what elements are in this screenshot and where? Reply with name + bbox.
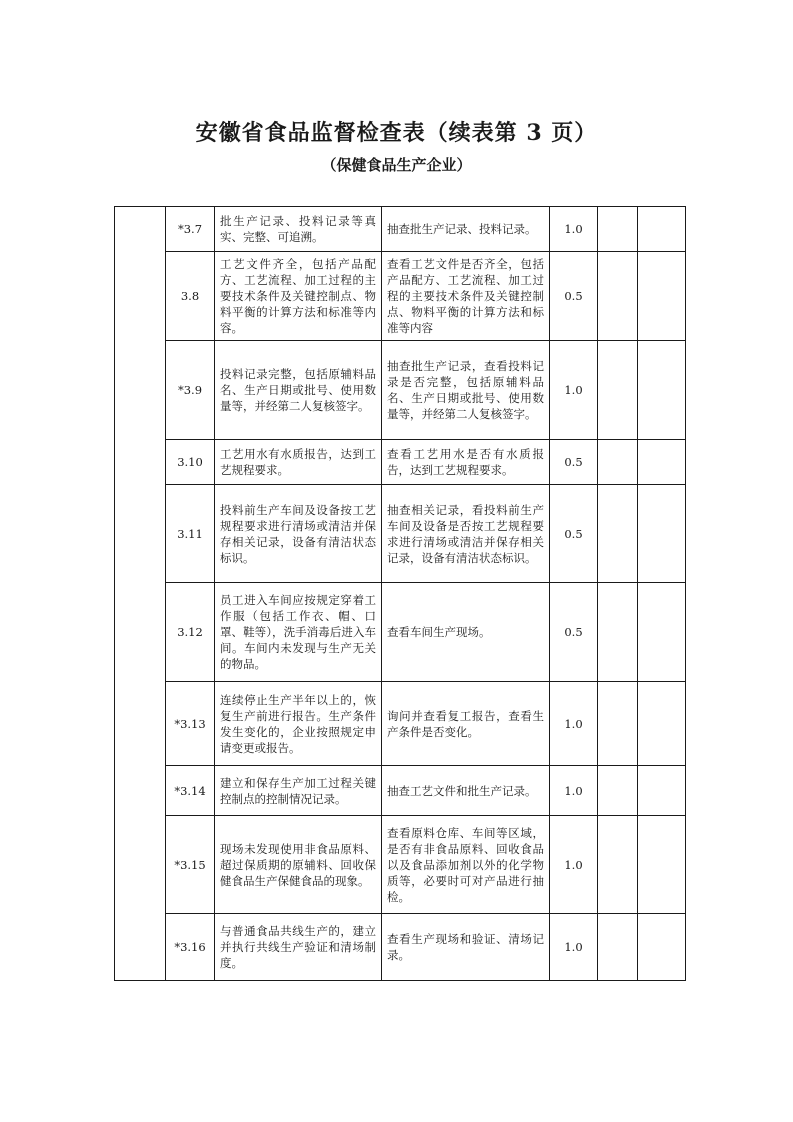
requirement-text: 建立和保存生产加工过程关键控制点的控制情况记录。 [220, 775, 376, 806]
page-subtitle: （保健食品生产企业） [321, 156, 472, 174]
requirement-cell [215, 766, 382, 816]
requirement-cell [215, 682, 382, 766]
inspection-table [114, 206, 686, 981]
score-cell: 0.5 [550, 485, 598, 583]
table-row [115, 341, 686, 440]
score-cell: 1.0 [550, 341, 598, 440]
method-cell [382, 682, 550, 766]
method-text: 查看工艺文件是否齐全，包括产品配方、工艺流程、加工过程的主要技术条件及关键控制点、物料平衡的计算方法和标准等内容 [387, 257, 544, 335]
requirement-cell [215, 816, 382, 914]
remark-cell[interactable] [638, 252, 686, 341]
table-row [115, 252, 686, 341]
method-text: 抽查批生产记录、投料记录。 [387, 222, 537, 236]
requirement-text: 投料记录完整，包括原辅料品名、生产日期或批号、使用数量等，并经第二人复核签字。 [220, 367, 376, 413]
result-cell[interactable] [598, 682, 638, 766]
requirement-text: 批生产记录、投料记录等真实、完整、可追溯。 [220, 214, 376, 244]
remark-cell[interactable] [638, 485, 686, 583]
item-number: *3.16 [166, 914, 215, 981]
table-row [115, 914, 686, 981]
result-cell[interactable] [598, 341, 638, 440]
requirement-cell [215, 583, 382, 682]
result-cell[interactable] [598, 207, 638, 252]
requirement-cell [215, 440, 382, 485]
remark-cell[interactable] [638, 914, 686, 981]
method-text: 查看原料仓库、车间等区域，是否有非食品原料、回收食品以及食品添加剂以外的化学物质等，必要时可对产品进行抽检。 [387, 825, 544, 904]
result-cell[interactable] [598, 816, 638, 914]
score-cell: 1.0 [550, 682, 598, 766]
page-title: 安徽省食品监督检查表（续表第 3 页） [195, 120, 598, 146]
score-cell: 1.0 [550, 207, 598, 252]
table-row [115, 816, 686, 914]
method-cell [382, 207, 550, 252]
method-cell [382, 583, 550, 682]
requirement-text: 工艺文件齐全，包括产品配方、工艺流程、加工过程的主要技术条件及关键控制点、物料平衡的计算方法和标准等内容。 [220, 257, 376, 335]
requirement-cell [215, 485, 382, 583]
result-cell[interactable] [598, 485, 638, 583]
method-cell [382, 485, 550, 583]
requirement-text: 工艺用水有水质报告，达到工艺规程要求。 [220, 447, 376, 477]
result-cell[interactable] [598, 252, 638, 341]
requirement-text: 与普通食品共线生产的，建立并执行共线生产验证和清场制度。 [220, 924, 376, 970]
remark-cell[interactable] [638, 207, 686, 252]
requirement-cell [215, 914, 382, 981]
method-cell [382, 816, 550, 914]
requirement-cell [215, 341, 382, 440]
item-number: 3.8 [166, 252, 215, 341]
method-cell [382, 440, 550, 485]
method-cell [382, 914, 550, 981]
score-cell: 1.0 [550, 766, 598, 816]
item-number: 3.12 [166, 583, 215, 682]
remark-cell[interactable] [638, 583, 686, 682]
method-text: 询问并查看复工报告，查看生产条件是否变化。 [387, 708, 544, 739]
item-number: *3.14 [166, 766, 215, 816]
remark-cell[interactable] [638, 341, 686, 440]
remark-cell[interactable] [638, 440, 686, 485]
score-cell: 1.0 [550, 816, 598, 914]
score-cell: 0.5 [550, 440, 598, 485]
method-text: 查看车间生产现场。 [387, 625, 491, 639]
remark-cell[interactable] [638, 816, 686, 914]
table-row [115, 766, 686, 816]
item-number: 3.11 [166, 485, 215, 583]
method-cell [382, 252, 550, 341]
remark-cell[interactable] [638, 682, 686, 766]
remark-cell[interactable] [638, 766, 686, 816]
requirement-text: 连续停止生产半年以上的，恢复生产前进行报告。生产条件发生变化的，企业按照规定申请变更或报告。 [220, 692, 376, 755]
result-cell[interactable] [598, 766, 638, 816]
method-text: 抽查批生产记录，查看投料记录是否完整，包括原辅料品名、生产日期或批号、使用数量等，并经第二人复核签字。 [387, 359, 544, 421]
result-cell[interactable] [598, 440, 638, 485]
method-text: 查看工艺用水是否有水质报告，达到工艺规程要求。 [387, 447, 544, 477]
category-cell [115, 207, 166, 981]
method-cell [382, 766, 550, 816]
method-cell [382, 341, 550, 440]
score-cell: 0.5 [550, 252, 598, 341]
requirement-text: 投料前生产车间及设备按工艺规程要求进行清场或清洁并保存相关记录，设备有清洁状态标识。 [220, 502, 376, 565]
requirement-cell [215, 207, 382, 252]
item-number: *3.9 [166, 341, 215, 440]
requirement-text: 员工进入车间应按规定穿着工作服（包括工作衣、帽、口罩、鞋等），洗手消毒后进入车间。车间内未发现与生产无关的物品。 [220, 593, 376, 671]
method-text: 抽查工艺文件和批生产记录。 [387, 783, 537, 798]
score-cell: 1.0 [550, 914, 598, 981]
result-cell[interactable] [598, 914, 638, 981]
score-cell: 0.5 [550, 583, 598, 682]
item-number: *3.7 [166, 207, 215, 252]
method-text: 查看生产现场和验证、清场记录。 [387, 932, 544, 962]
item-number: *3.15 [166, 816, 215, 914]
table-row [115, 207, 686, 252]
table-row [115, 485, 686, 583]
item-number: *3.13 [166, 682, 215, 766]
table-row [115, 440, 686, 485]
result-cell[interactable] [598, 583, 638, 682]
table-row [115, 583, 686, 682]
method-text: 抽查相关记录，看投料前生产车间及设备是否按工艺规程要求进行清场或清洁并保存相关记录，设备有清洁状态标识。 [387, 502, 544, 565]
requirement-cell [215, 252, 382, 341]
table-row [115, 682, 686, 766]
requirement-text: 现场未发现使用非食品原料、超过保质期的原辅料、回收保健食品生产保健食品的现象。 [220, 841, 376, 888]
item-number: 3.10 [166, 440, 215, 485]
